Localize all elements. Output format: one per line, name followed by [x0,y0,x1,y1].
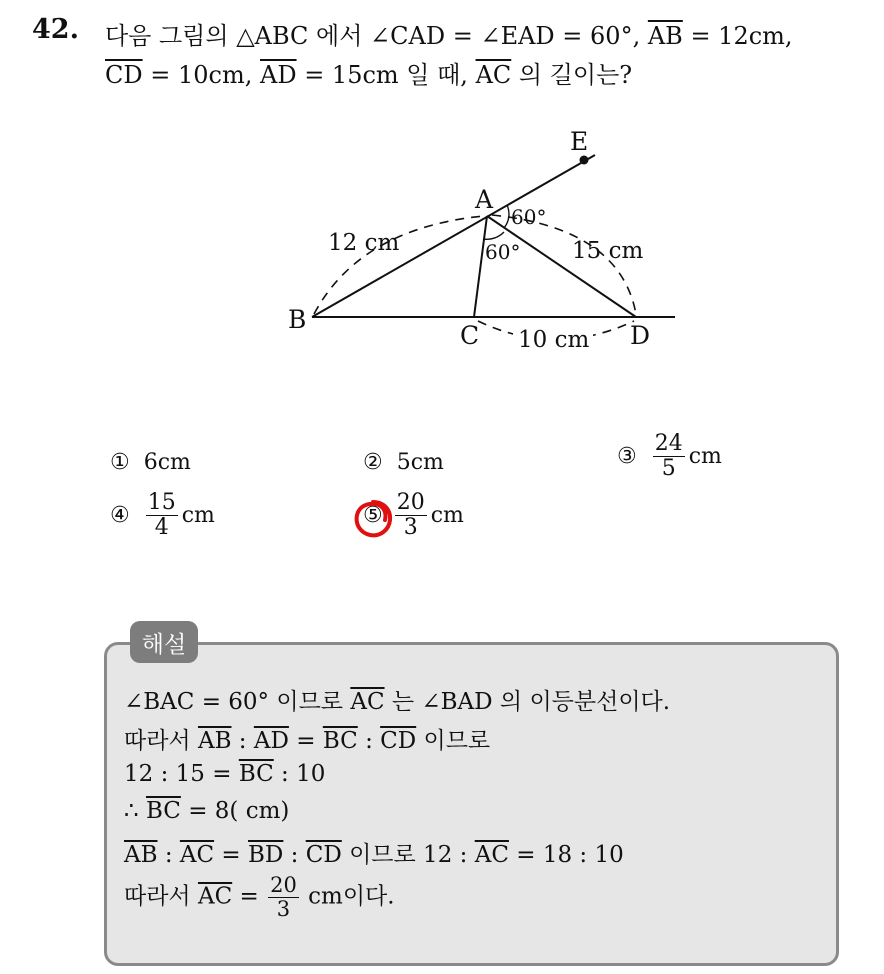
segment-ac-line [474,216,487,317]
sol5-seg-ac: $\overline{AC}$ [179,842,215,868]
sol2-colon1: : [231,728,254,754]
sol5-colon1: : [157,842,180,868]
angle-ead-mark [504,205,509,228]
segment-ad-value: = 15cm 일 때, [296,61,476,89]
choice-2-mark: ② [363,450,383,475]
choice-1-mark: ① [110,450,130,475]
choice-3[interactable] [617,432,722,481]
sol1-seg-ac: $\overline{AC}$ [350,689,385,715]
question-intro: 다음 그림의 [105,22,237,50]
label-cd-length: 10 cm [518,327,590,353]
sol5-seg-ab: $\overline{AB}$ [124,842,158,868]
sol6-fraction [268,874,299,921]
choice-4-mark: ④ [110,503,130,529]
sol5-seg-bd: $\overline{BD}$ [248,842,284,868]
sol1-b: 는 ∠BAD 의 이등분선이다. [384,689,671,715]
sol5-colon2: : [283,842,306,868]
choice-4-numerator: 15 [147,490,176,515]
point-c-label: C [460,321,480,350]
angle-cad-label: 60° [485,240,521,264]
sol5-eq: = [214,842,249,868]
point-a-label: A [475,185,494,214]
choice-2-text: 5cm [396,450,444,475]
angle-cad-mark [483,232,504,239]
choice-2[interactable] [363,450,444,475]
point-e-dot [580,156,589,165]
sol2-seg-bc: $\overline{BC}$ [322,728,358,754]
sol5-seg-cd: $\overline{CD}$ [305,842,342,868]
sol4-b: = 8( cm) [180,798,290,824]
choice-5-numerator: 20 [396,490,425,515]
sol2-eq: = [288,728,323,754]
solution-line-3 [124,761,325,787]
question-tail: 의 길이는? [511,61,633,89]
solution-line-4 [124,798,289,824]
solution-line-2 [124,722,490,755]
choice-4[interactable] [110,491,215,540]
sol3-a: 12 : 15 = [124,761,239,787]
question-line-2 [105,55,632,90]
question-line-1 [105,16,793,51]
label-ab-length: 12 cm [328,230,400,256]
solution-line-6 [124,874,395,921]
answer-circle-mark [350,496,396,542]
choice-4-denominator: 4 [154,515,169,541]
solution-line-5 [124,836,624,869]
sol2-colon2: : [357,728,381,754]
sol6-numerator: 20 [270,873,297,897]
point-b-label: B [288,305,307,334]
sol2-b: 이므로 [416,728,491,754]
segment-ad: $\overline{AD}$ [259,61,297,89]
segment-ab-value: = 12cm, [682,22,793,50]
choice-3-mark: ③ [617,444,637,470]
sol5-c: = 18 : 10 [508,842,624,868]
point-e-label: E [570,127,589,156]
sol2-seg-cd: $\overline{CD}$ [380,728,417,754]
choice-3-fraction [653,432,685,481]
sol5-b: 이므로 12 : [341,842,475,868]
choice-1-text: 6cm [143,450,191,475]
choice-5-denominator: 3 [403,515,418,541]
triangle-figure [270,118,690,368]
question-number: 42. [32,14,79,45]
choice-3-numerator: 24 [654,431,683,456]
solution-line-1 [124,683,670,716]
question-triangle-condition: △ABC 에서 ∠CAD = ∠EAD = 60°, [236,22,648,50]
segment-ac: $\overline{AC}$ [475,61,512,89]
choice-1[interactable] [110,450,191,475]
sol4-seg-bc: $\overline{BC}$ [145,798,181,824]
angle-ead-label: 60° [511,205,547,229]
sol6-b: cm이다. [300,883,395,910]
sol4-a: ∴ [124,798,146,824]
sol1-a: ∠BAC = 60° 이므로 [124,689,351,715]
sol6-eq: = [232,883,267,910]
choice-5-fraction [395,491,427,540]
segment-cd-value: = 10cm, [142,61,260,89]
choice-5-mark: ⑤ [363,503,383,529]
sol2-seg-ad: $\overline{AD}$ [253,728,289,754]
arc-ad [492,215,636,314]
choice-3-unit: cm [688,444,722,470]
sol3-b: : 10 [273,761,326,787]
label-ad-length: 15 cm [572,238,644,264]
choice-4-fraction [146,491,178,540]
point-d-label: D [630,321,651,350]
sol2-seg-ab: $\overline{AB}$ [197,728,232,754]
sol2-a: 따라서 [124,728,198,754]
sol3-seg-bc: $\overline{BC}$ [238,761,274,787]
sol6-seg-ac: $\overline{AC}$ [197,883,233,910]
choice-5-unit: cm [430,503,464,529]
choice-4-unit: cm [181,503,215,529]
choice-3-denominator: 5 [661,456,676,482]
sol6-a: 따라서 [124,883,198,910]
sol5-seg-ac2: $\overline{AC}$ [474,842,509,868]
segment-cd: $\overline{CD}$ [105,61,143,89]
sol6-denominator: 3 [276,897,291,922]
segment-ab: $\overline{AB}$ [647,22,683,50]
solution-tag: 해설 [130,621,198,663]
